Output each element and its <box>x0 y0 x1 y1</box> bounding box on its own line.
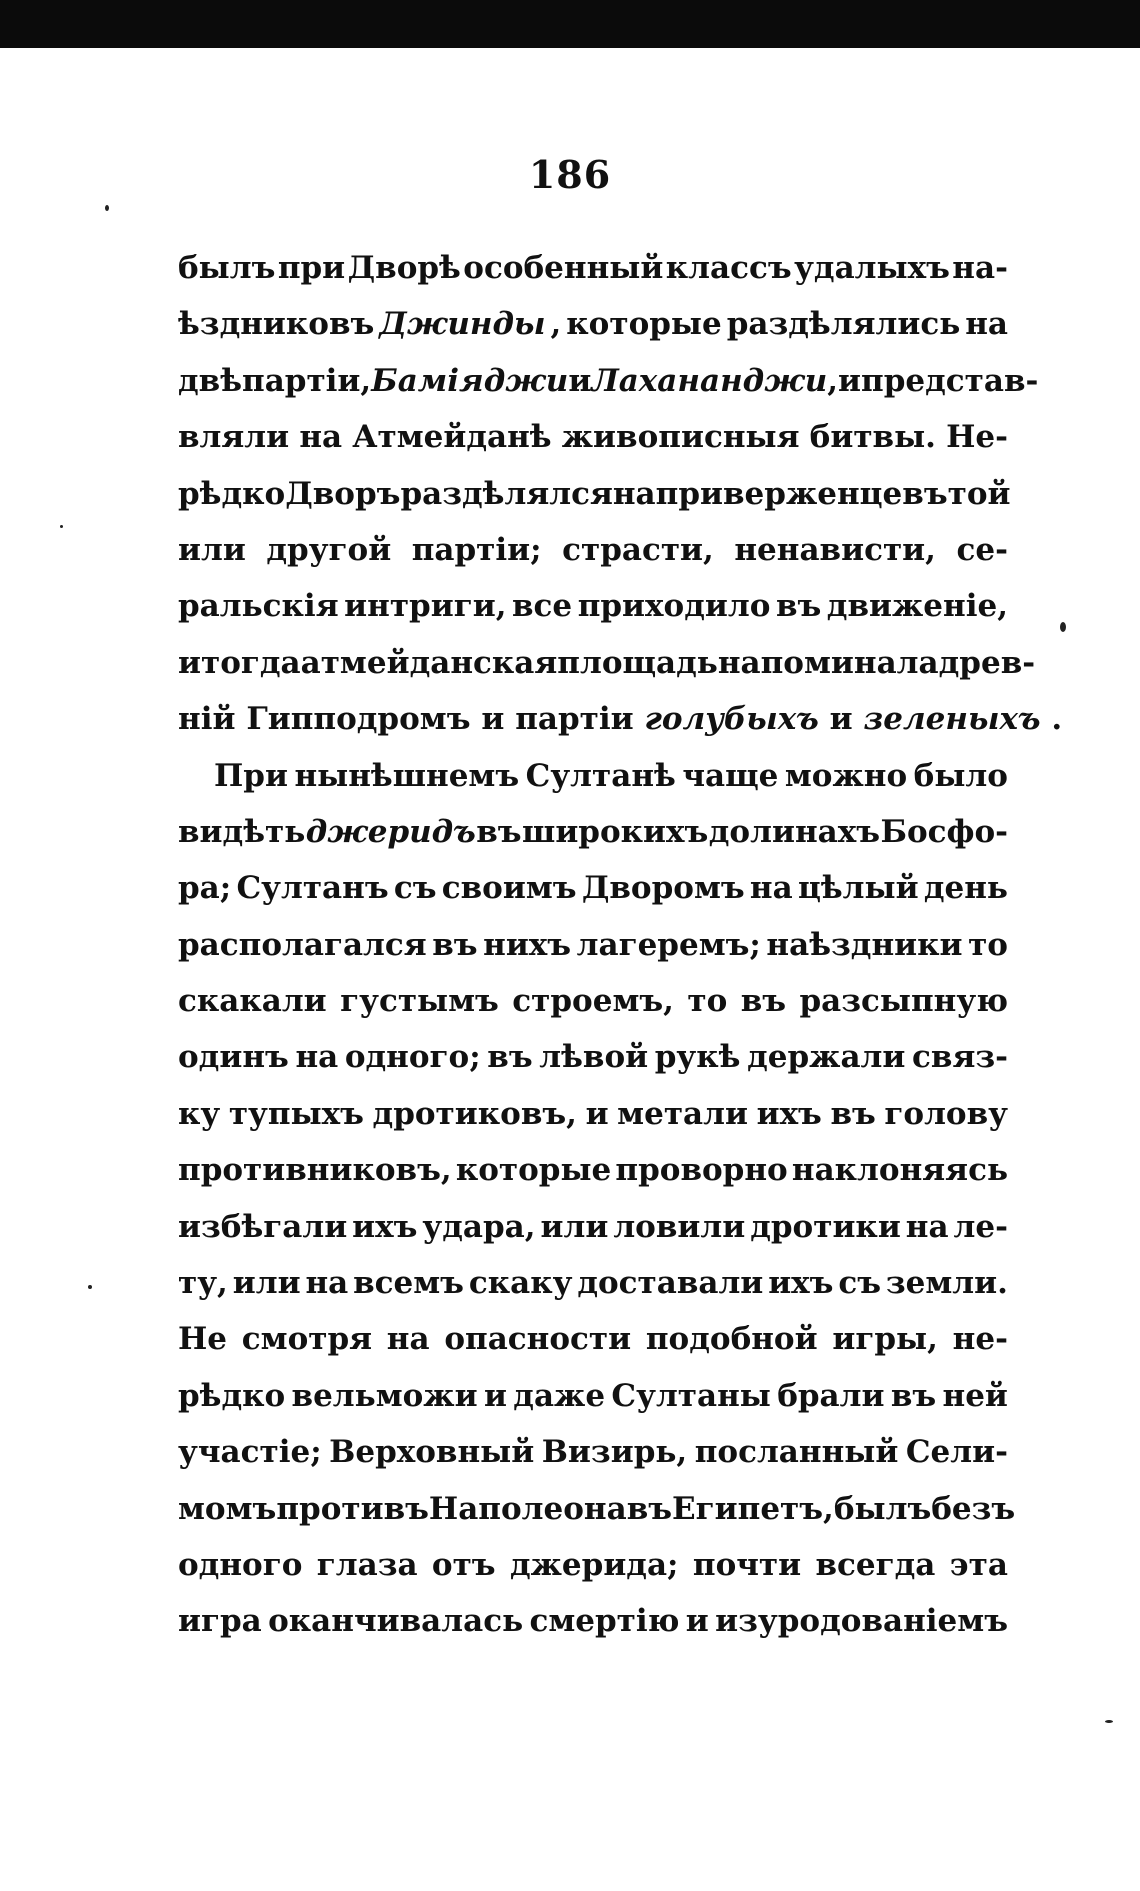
word: се- <box>956 531 1008 568</box>
word: Не- <box>946 419 1008 456</box>
word: другой <box>266 531 392 568</box>
word: дротиковъ, <box>372 1095 577 1132</box>
text-line <box>178 1368 1008 1424</box>
word: Египетъ, <box>672 1490 834 1527</box>
word: долинахъ <box>708 813 880 850</box>
word: опасности <box>444 1321 632 1358</box>
word: цѣлый <box>797 870 919 907</box>
word: густымъ <box>340 983 499 1020</box>
word: Дворѣ <box>347 250 461 286</box>
word: на- <box>952 250 1008 286</box>
text-line <box>178 578 1008 634</box>
word: партіи; <box>411 531 542 568</box>
word: на <box>386 1321 430 1358</box>
word: или <box>540 1208 609 1245</box>
word: и <box>685 1603 709 1640</box>
word: и <box>481 701 505 738</box>
text-line <box>178 917 1008 973</box>
word: смертію <box>529 1603 680 1640</box>
word: Атмейданѣ <box>352 419 552 456</box>
word: на <box>295 1039 339 1076</box>
word: ральскія <box>178 588 339 625</box>
word: глаза <box>316 1546 418 1583</box>
text-line <box>178 691 1063 747</box>
word: движеніе, <box>826 588 1008 625</box>
word: одного <box>178 1546 303 1583</box>
word: площадь <box>557 644 718 681</box>
word: нынѣшнемъ <box>294 757 520 794</box>
word: въ <box>476 813 522 850</box>
word: одинъ <box>178 1039 289 1076</box>
word: лагеремъ; <box>576 926 761 963</box>
text-line <box>178 296 1008 352</box>
scan-top-border <box>0 0 1140 48</box>
word: Султаны <box>611 1377 771 1414</box>
word: момъ <box>178 1490 277 1527</box>
word: ней <box>942 1377 1008 1414</box>
scan-speck <box>60 525 63 528</box>
word: разсыпную <box>799 983 1008 1020</box>
word: располагался <box>178 926 427 963</box>
word: ку <box>178 1095 221 1132</box>
word: партіи <box>515 701 634 738</box>
word: въ <box>830 1095 876 1132</box>
word: Не <box>178 1321 228 1358</box>
word: скакали <box>178 983 327 1020</box>
word: и <box>568 362 592 399</box>
word: отъ <box>431 1546 496 1583</box>
word: оканчивалась <box>268 1603 524 1640</box>
word: почти <box>692 1546 802 1583</box>
word: или <box>178 531 246 568</box>
word: въ <box>487 1039 533 1076</box>
scan-speck <box>1060 622 1066 632</box>
italic-word: Баміяджи <box>371 362 569 399</box>
word: напоминала <box>717 644 939 681</box>
word: При <box>214 757 288 794</box>
word: тупыхъ <box>228 1095 364 1132</box>
word: которые <box>566 306 722 343</box>
word: или <box>232 1265 301 1302</box>
word: ихъ <box>352 1208 418 1245</box>
word: скаку <box>468 1265 573 1302</box>
word: на <box>965 306 1008 343</box>
word: игра <box>178 1603 262 1640</box>
text-line <box>178 1424 1008 1480</box>
word: смотря <box>241 1321 373 1358</box>
word: Сели- <box>905 1434 1008 1471</box>
word: проворно <box>615 1152 788 1189</box>
word: даже <box>513 1377 606 1414</box>
italic-word: голубыхъ <box>644 701 819 738</box>
word: раздѣлялся <box>400 475 613 512</box>
italic-word: Лахананджи <box>591 362 828 399</box>
word: день <box>923 870 1008 907</box>
word: на <box>749 870 793 907</box>
text-line <box>178 1311 1008 1367</box>
word: той <box>947 475 1011 512</box>
word: вельможи <box>291 1377 478 1414</box>
word: и <box>838 362 862 399</box>
word: при <box>277 250 346 286</box>
word: Султанѣ <box>525 757 676 794</box>
word: своимъ <box>441 870 577 907</box>
word: Верховный <box>329 1434 535 1471</box>
word: удалыхъ <box>794 250 950 286</box>
word: Визирь, <box>541 1434 688 1471</box>
word: всемъ <box>353 1265 464 1302</box>
text-line <box>178 1199 1008 1255</box>
word: дротики <box>750 1208 901 1245</box>
word: и <box>178 644 201 681</box>
word: на <box>299 419 343 456</box>
word: строемъ, <box>512 983 674 1020</box>
word: голову <box>884 1095 1008 1132</box>
word: посланный <box>694 1434 899 1471</box>
word: эта <box>949 1546 1008 1583</box>
word: удара, <box>422 1208 536 1245</box>
word: ненависти, <box>734 531 936 568</box>
word: чаще <box>682 757 779 794</box>
word: ній <box>178 701 236 738</box>
word: всегда <box>815 1546 936 1583</box>
word: раздѣлялись <box>726 306 961 343</box>
word: на <box>305 1265 349 1302</box>
word: Султанъ <box>236 870 389 907</box>
word: которые <box>455 1152 612 1189</box>
word: рукѣ <box>654 1039 741 1076</box>
word: Наполеона <box>428 1490 627 1527</box>
word: земли. <box>885 1265 1008 1302</box>
word: участіе; <box>178 1434 322 1471</box>
word: брали <box>777 1377 885 1414</box>
word: джерида; <box>509 1546 679 1583</box>
page-number: 186 <box>528 152 612 197</box>
word: , <box>550 306 562 343</box>
text-line <box>178 973 1008 1029</box>
word: двѣ <box>178 362 242 399</box>
word: съ <box>393 870 437 907</box>
text-line <box>178 1481 1016 1537</box>
word: доставали <box>577 1265 764 1302</box>
word: можно <box>784 757 908 794</box>
word: ловили <box>613 1208 746 1245</box>
text-line <box>178 1593 1008 1649</box>
word: интриги, <box>344 588 507 625</box>
word: живописныя <box>561 419 800 456</box>
word: битвы. <box>809 419 936 456</box>
word: тогда <box>201 644 301 681</box>
word: Босфо- <box>880 813 1008 850</box>
word: одного; <box>344 1039 481 1076</box>
text-line <box>178 409 1008 465</box>
word: рѣдко <box>178 1377 286 1414</box>
word: атмейданская <box>300 644 558 681</box>
word: не- <box>952 1321 1008 1358</box>
text-line <box>178 860 1008 916</box>
text-line <box>178 1086 1008 1142</box>
word: подобной <box>645 1321 818 1358</box>
word: вляли <box>178 419 290 456</box>
word: ѣздниковъ <box>178 306 375 343</box>
text-line <box>178 1255 1008 1311</box>
word: Дворомъ <box>581 870 745 907</box>
word: наѣздники <box>766 926 963 963</box>
word: метали <box>617 1095 748 1132</box>
text-line <box>178 1142 1008 1198</box>
word: и <box>483 1377 507 1414</box>
word: былъ <box>178 250 276 286</box>
word: въ <box>740 983 787 1020</box>
word: избѣгали <box>178 1208 348 1245</box>
word: было <box>913 757 1008 794</box>
word: широкихъ <box>522 813 709 850</box>
scan-speck <box>88 1285 92 1289</box>
word: и <box>829 701 853 738</box>
word: былъ <box>833 1490 932 1527</box>
word: видѣть <box>178 813 306 850</box>
word: , <box>827 362 839 399</box>
text-line <box>178 466 1011 522</box>
word: въ <box>626 1490 673 1527</box>
word: то <box>968 926 1008 963</box>
word: особенный <box>463 250 664 286</box>
word: ле- <box>953 1208 1008 1245</box>
word: безъ <box>931 1490 1016 1527</box>
word: классъ <box>665 250 792 286</box>
text-line <box>178 748 1008 804</box>
text-line <box>178 804 1008 860</box>
word: Гипподромъ <box>246 701 471 738</box>
word: наклоняясь <box>791 1152 1008 1189</box>
word: лѣвой <box>539 1039 649 1076</box>
word: и <box>585 1095 609 1132</box>
scan-speck <box>1105 1720 1113 1723</box>
word: древ- <box>938 644 1036 681</box>
word: ра; <box>178 870 232 907</box>
word: Дворъ <box>285 475 401 512</box>
text-line <box>178 1537 1008 1593</box>
word: держали <box>747 1039 906 1076</box>
word: представ- <box>861 362 1039 399</box>
italic-word: джеридъ <box>305 813 476 850</box>
word: . <box>1051 701 1063 738</box>
word: все <box>512 588 573 625</box>
word: партіи, <box>242 362 372 399</box>
word: на <box>612 475 656 512</box>
text-line <box>178 353 1039 409</box>
word: ихъ <box>768 1265 834 1302</box>
text-line <box>178 1029 1008 1085</box>
word: то <box>687 983 728 1020</box>
word: противъ <box>276 1490 429 1527</box>
word: приверженцевъ <box>655 475 948 512</box>
italic-word: зеленыхъ <box>863 701 1041 738</box>
text-line <box>178 240 1008 296</box>
word: въ <box>432 926 478 963</box>
word: нихъ <box>483 926 572 963</box>
word: на <box>905 1208 949 1245</box>
word: страсти, <box>562 531 714 568</box>
word: ихъ <box>756 1095 822 1132</box>
word: ту, <box>178 1265 228 1302</box>
word: въ <box>775 588 822 625</box>
word: игры, <box>832 1321 938 1358</box>
word: съ <box>838 1265 881 1302</box>
word: рѣдко <box>178 475 286 512</box>
text-line <box>178 522 1008 578</box>
body-text <box>178 240 1063 1650</box>
scan-speck <box>105 205 109 211</box>
word: связ- <box>912 1039 1008 1076</box>
italic-word: Джинды <box>379 306 546 343</box>
word: въ <box>890 1377 937 1414</box>
word: противниковъ, <box>178 1152 452 1189</box>
text-line <box>178 635 1036 691</box>
word: приходило <box>577 588 771 625</box>
word: изуродованіемъ <box>715 1603 1008 1640</box>
